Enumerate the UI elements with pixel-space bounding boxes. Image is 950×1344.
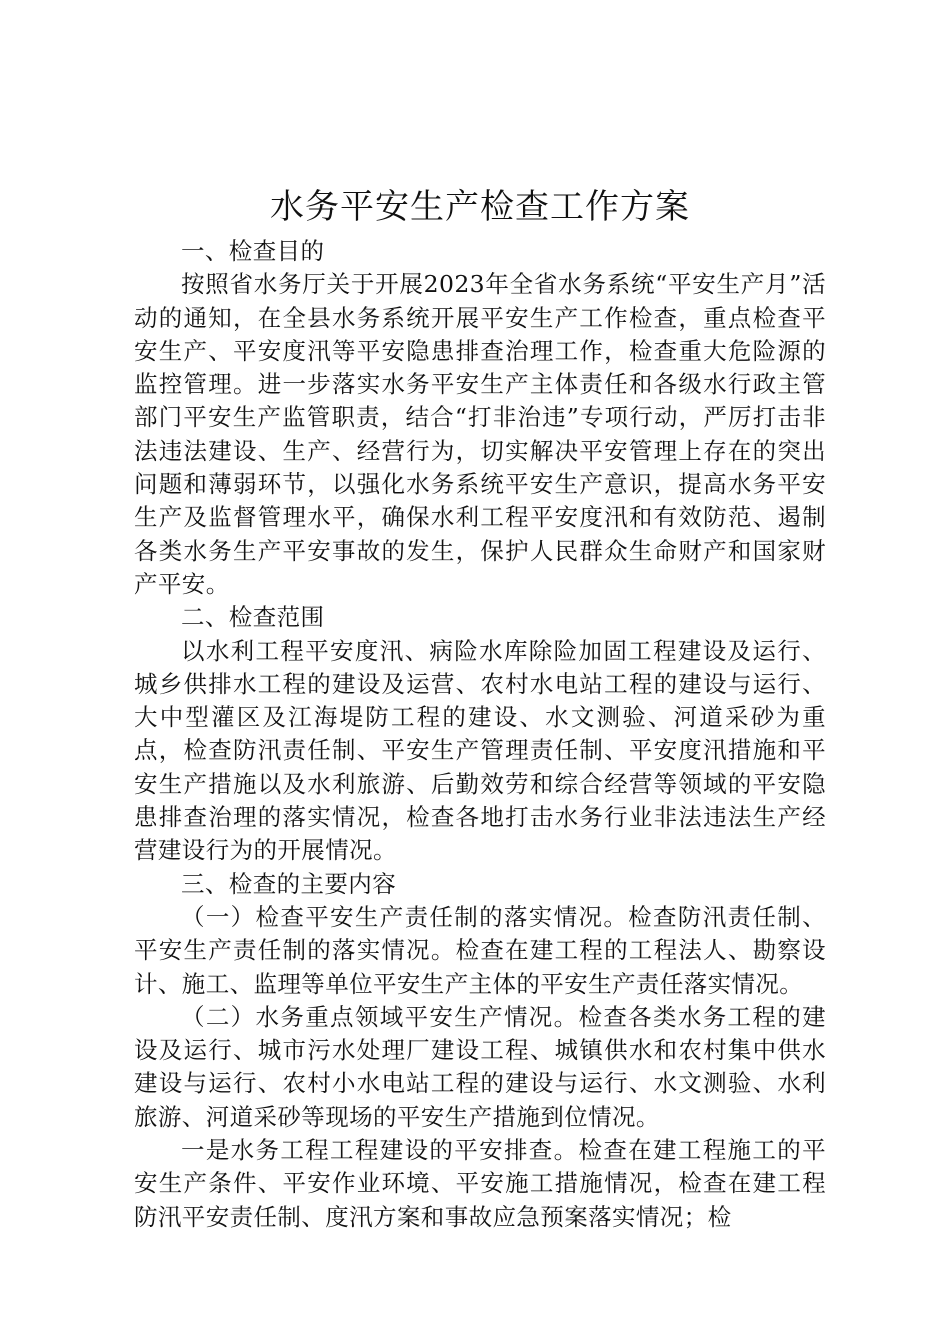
paragraph-construction-check: 一是水务工程工程建设的平安排查。检查在建工程施工的平安生产条件、平安作业环境、平安施工措施情况，检查在建工程防汛平安责任制、度汛方案和事故应急预案落实情况；检: [134, 1136, 826, 1231]
document-page: [134, 183, 826, 1234]
paragraph-key-areas: （二）水务重点领域平安生产情况。检查各类水务工程的建设及运行、城市污水处理厂建设工程、城镇供水和农村集中供水建设与运行、农村小水电站工程的建设与运行、水文测验、水利旅游、河道采砂等现场的平安生产措施到位情况。: [134, 1002, 826, 1131]
section-heading-content: 三、检查的主要内容: [181, 869, 397, 898]
paragraph-responsibility: （一）检查平安生产责任制的落实情况。检查防汛责任制、平安生产责任制的落实情况。检查在建工程的工程法人、勘察设计、施工、监理等单位平安生产主体的平安生产责任落实情况。: [134, 902, 826, 998]
paragraph-scope: 以水利工程平安度汛、病险水库除险加固工程建设及运行、城乡供排水工程的建设及运营、农村水电站工程的建设与运行、大中型灌区及江海堤防工程的建设、水文测验、河道采砂为重点，检查防汛责任制、平安生产管理责任制、平安度汛措施和平安生产措施以及水利旅游、后勤效劳和综合经营等领域的平安隐患排查治理的落实情况，检查各地打击水务行业非法违法生产经营建设行为的开展情况。: [134, 636, 826, 865]
section-heading-purpose: 一、检查目的: [181, 237, 325, 265]
document-title: 水务平安生产检查工作方案: [270, 187, 690, 227]
paragraph-purpose: 按照省水务厅关于开展2023年全省水务系统“平安生产月”活动的通知，在全县水务系统开展平安生产工作检查，重点检查平安生产、平安度汛等平安隐患排查治理工作，检查重大危险源的监控管理。进一步落实水务平安生产主体责任和各级水行政主管部门平安生产监管职责，结合“打非治违”专项行动，严厉打击非法违法建设、生产、经营行为，切实解决平安管理上存在的突出问题和薄弱环节，以强化水务系统平安生产意识，提高水务平安生产及监督管理水平，确保水利工程平安度汛和有效防范、遏制各类水务生产平安事故的发生，保护人民群众生命财产和国家财产平安。: [134, 270, 826, 598]
section-heading-scope: 二、检查范围: [181, 603, 325, 632]
